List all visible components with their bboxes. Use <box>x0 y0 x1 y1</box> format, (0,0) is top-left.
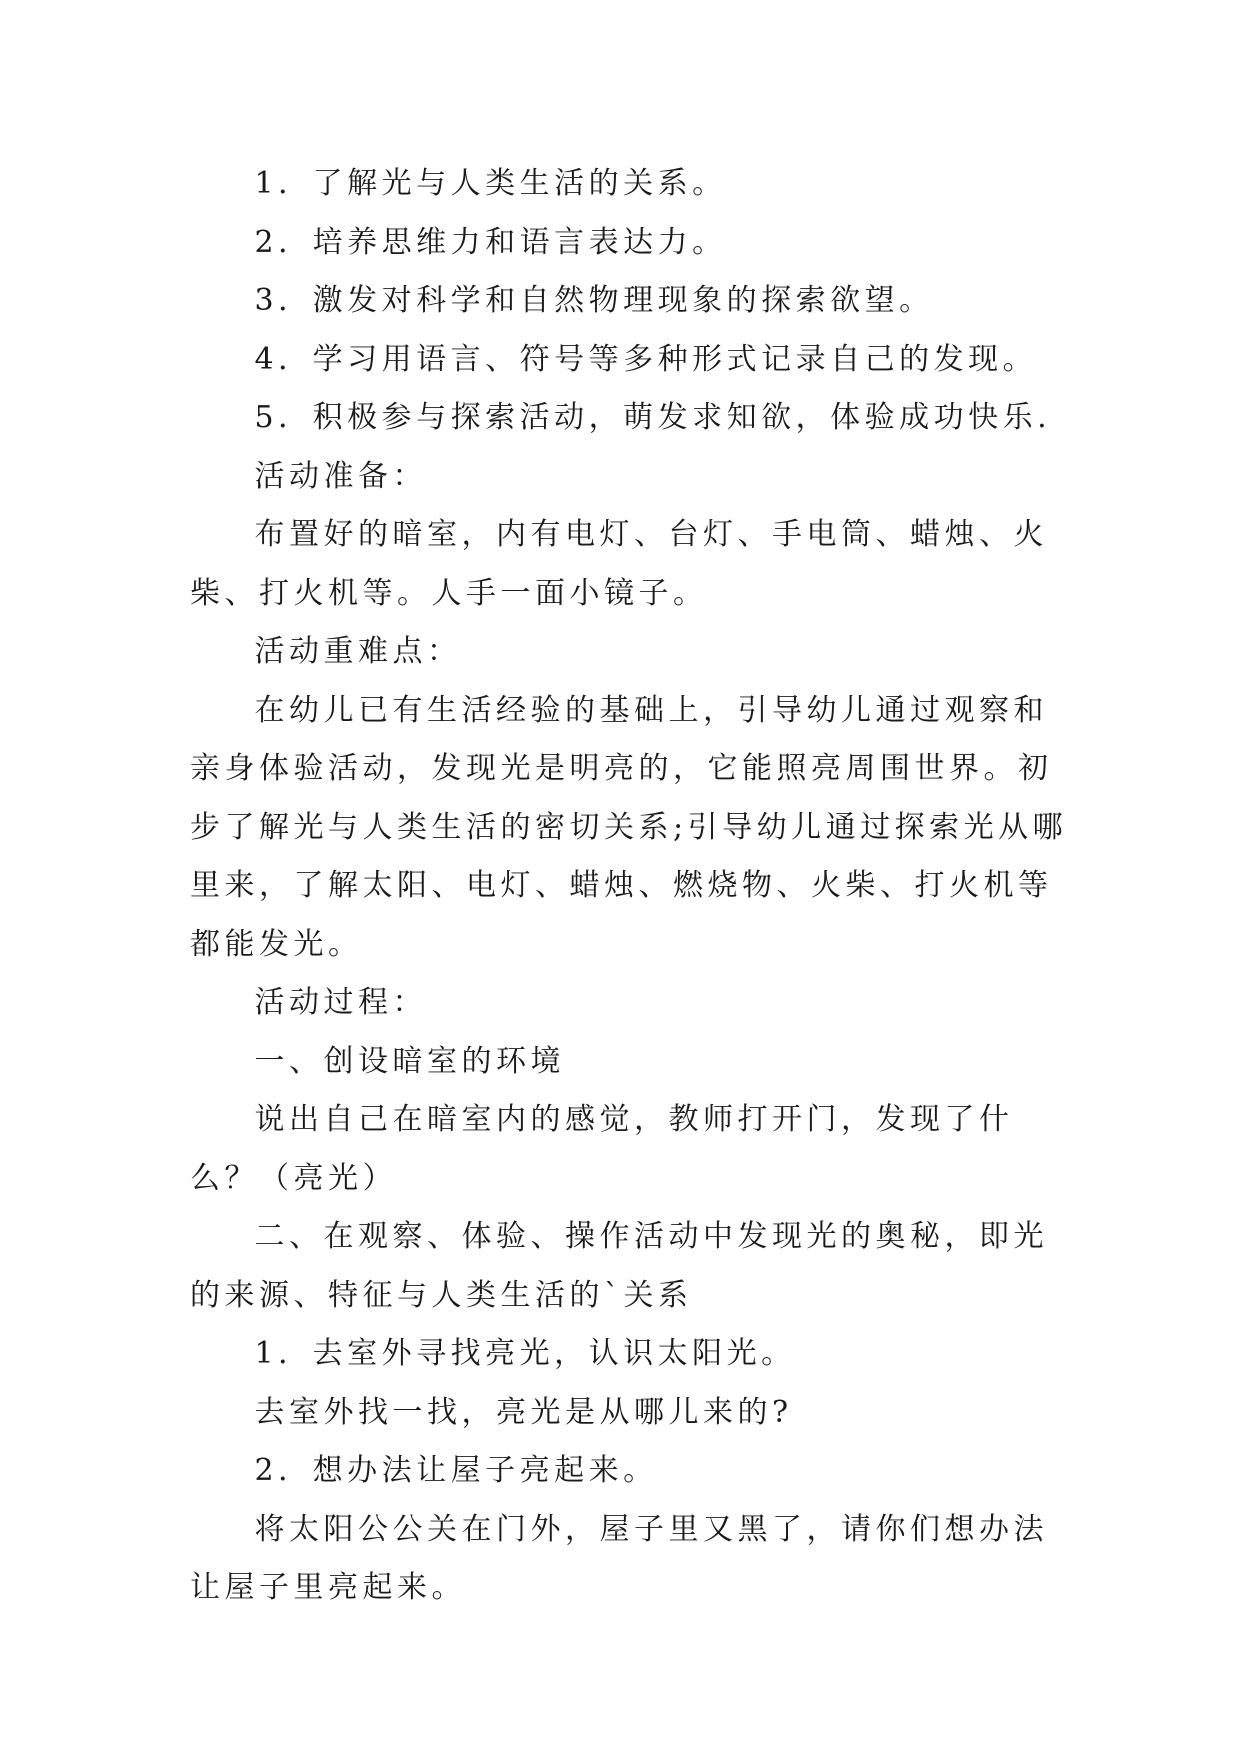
objective-1: 1．了解光与人类生活的关系。 <box>254 166 727 201</box>
step-1-text: 说出自己在暗室内的感觉，教师打开门，发现了什么？（亮光） <box>190 1102 1014 1196</box>
section-heading-preparation: 活动准备： <box>254 458 427 494</box>
step-2-item-1: 1．去室外寻找亮光，认识太阳光。 <box>254 1336 796 1371</box>
step-1-heading: 一、创设暗室的环境 <box>254 1043 565 1079</box>
section-heading-process: 活动过程： <box>254 985 427 1020</box>
key-points-text: 在幼儿已有生活经验的基础上，引导幼儿通过观察和亲身体验活动，发现光是明亮的，它能照亮周围世界。初步了解光与人类生活的密切关系;引导幼儿通过探索光从哪里来，了解太阳、电灯、蜡烛、燃烧物、火柴、打火机等都能发光。 <box>190 692 1068 962</box>
objective-3: 3．激发对科学和自然物理现象的探索欲望。 <box>254 283 934 318</box>
step-2-item-2: 2．想办法让屋子亮起来。 <box>254 1453 658 1488</box>
objective-4: 4．学习用语言、符号等多种形式记录自己的发现。 <box>254 341 1038 377</box>
step-2-item-1-text: 去室外找一找，亮光是从哪儿来的? <box>254 1394 793 1430</box>
section-heading-key-points: 活动重难点： <box>254 634 462 669</box>
objective-5: 5．积极参与探索活动，萌发求知欲，体验成功快乐. <box>254 400 1052 435</box>
objective-2: 2．培养思维力和语言表达力。 <box>254 224 727 260</box>
preparation-text: 布置好的暗室，内有电灯、台灯、手电筒、蜡烛、火柴、打火机等。人手一面小镜子。 <box>190 517 1048 611</box>
document-body <box>190 155 1070 1618</box>
step-2-item-2-text: 将太阳公公关在门外，屋子里又黑了，请你们想办法让屋子里亮起来。 <box>190 1511 1048 1605</box>
step-2-heading: 二、在观察、体验、操作活动中发现光的奥秘，即光的来源、特征与人类生活的`关系 <box>190 1219 1048 1313</box>
